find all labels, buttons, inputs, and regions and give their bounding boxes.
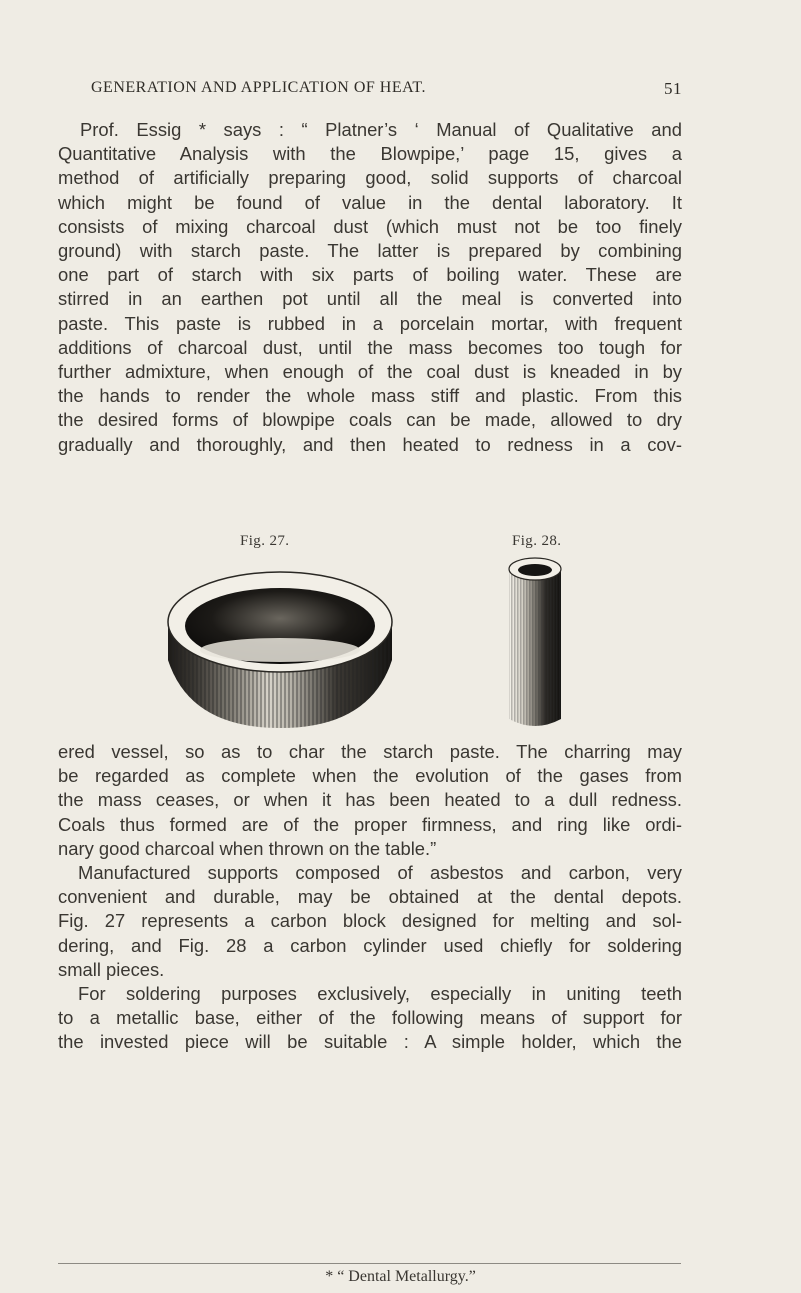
text-line: dering, and Fig. 28 a carbon cylinder used chiefly for soldering xyxy=(58,934,682,956)
text-line: small pieces. xyxy=(58,958,165,980)
footnote-rule xyxy=(58,1263,681,1264)
text-line: paste. This paste is rubbed in a porcelain mortar, with frequent xyxy=(58,312,682,334)
text-line: the invested piece will be suitable : A simple holder, which the xyxy=(58,1031,682,1053)
text-line: stirred in an earthen pot until all the meal is converted into xyxy=(58,288,682,310)
text-line: Coals thus formed are of the proper firmness, and ring like ordi- xyxy=(58,813,682,835)
carbon-cylinder-illustration xyxy=(505,555,565,733)
text-line: additions of charcoal dust, until the mass becomes too tough for xyxy=(58,336,682,358)
text-line: to a metallic base, either of the following means of support for xyxy=(58,1007,682,1029)
paragraph-3 xyxy=(58,861,682,982)
text-line: method of artificially preparing good, solid supports of charcoal xyxy=(58,167,682,189)
text-line: nary good charcoal when thrown on the table.” xyxy=(58,837,437,859)
figure-27-label: Fig. 27. xyxy=(240,533,290,549)
running-header xyxy=(82,79,682,105)
paragraph-2 xyxy=(58,740,682,861)
text-line: consists of mixing charcoal dust (which must not be too finely xyxy=(58,215,682,237)
paragraph-4 xyxy=(58,982,682,1055)
text-line: Fig. 27 represents a carbon block designed for melting and sol- xyxy=(58,910,682,932)
text-line: further admixture, when enough of the coal dust is kneaded in by xyxy=(58,361,682,383)
paragraph-1 xyxy=(58,118,682,457)
text-line: For soldering purposes exclusively, especially in uniting teeth xyxy=(78,983,682,1004)
page-number: 51 xyxy=(664,79,682,98)
text-line: ered vessel, so as to char the starch paste. The charring may xyxy=(58,741,682,762)
text-line: the mass ceases, or when it has been heated to a dull redness. xyxy=(58,789,682,811)
figure-28-label: Fig. 28. xyxy=(512,533,562,549)
text-line: convenient and durable, may be obtained at the dental depots. xyxy=(58,886,682,908)
text-line: be regarded as complete when the evolution of the gases from xyxy=(58,765,682,787)
text-line: the desired forms of blowpipe coals can be made, allowed to dry xyxy=(58,409,682,431)
text-line: gradually and thoroughly, and then heated to redness in a cov- xyxy=(58,433,682,455)
carbon-block-illustration xyxy=(160,560,400,730)
footnote: * “ Dental Metallurgy.” xyxy=(325,1268,476,1285)
text-line: Quantitative Analysis with the Blowpipe,’ page 15, gives a xyxy=(58,143,682,165)
text-line: ground) with starch paste. The latter is prepared by combining xyxy=(58,240,682,262)
text-line: the hands to render the whole mass stiff and plastic. From this xyxy=(58,385,682,407)
text-line: Prof. Essig * says : “ Platner’s ‘ Manual of Qualitative and xyxy=(80,119,682,140)
text-line: one part of starch with six parts of boiling water. These are xyxy=(58,264,682,286)
header-title: GENERATION AND APPLICATION OF HEAT. xyxy=(91,79,426,96)
text-line: which might be found of value in the dental laboratory. It xyxy=(58,191,682,213)
text-line: Manufactured supports composed of asbestos and carbon, very xyxy=(78,862,682,883)
